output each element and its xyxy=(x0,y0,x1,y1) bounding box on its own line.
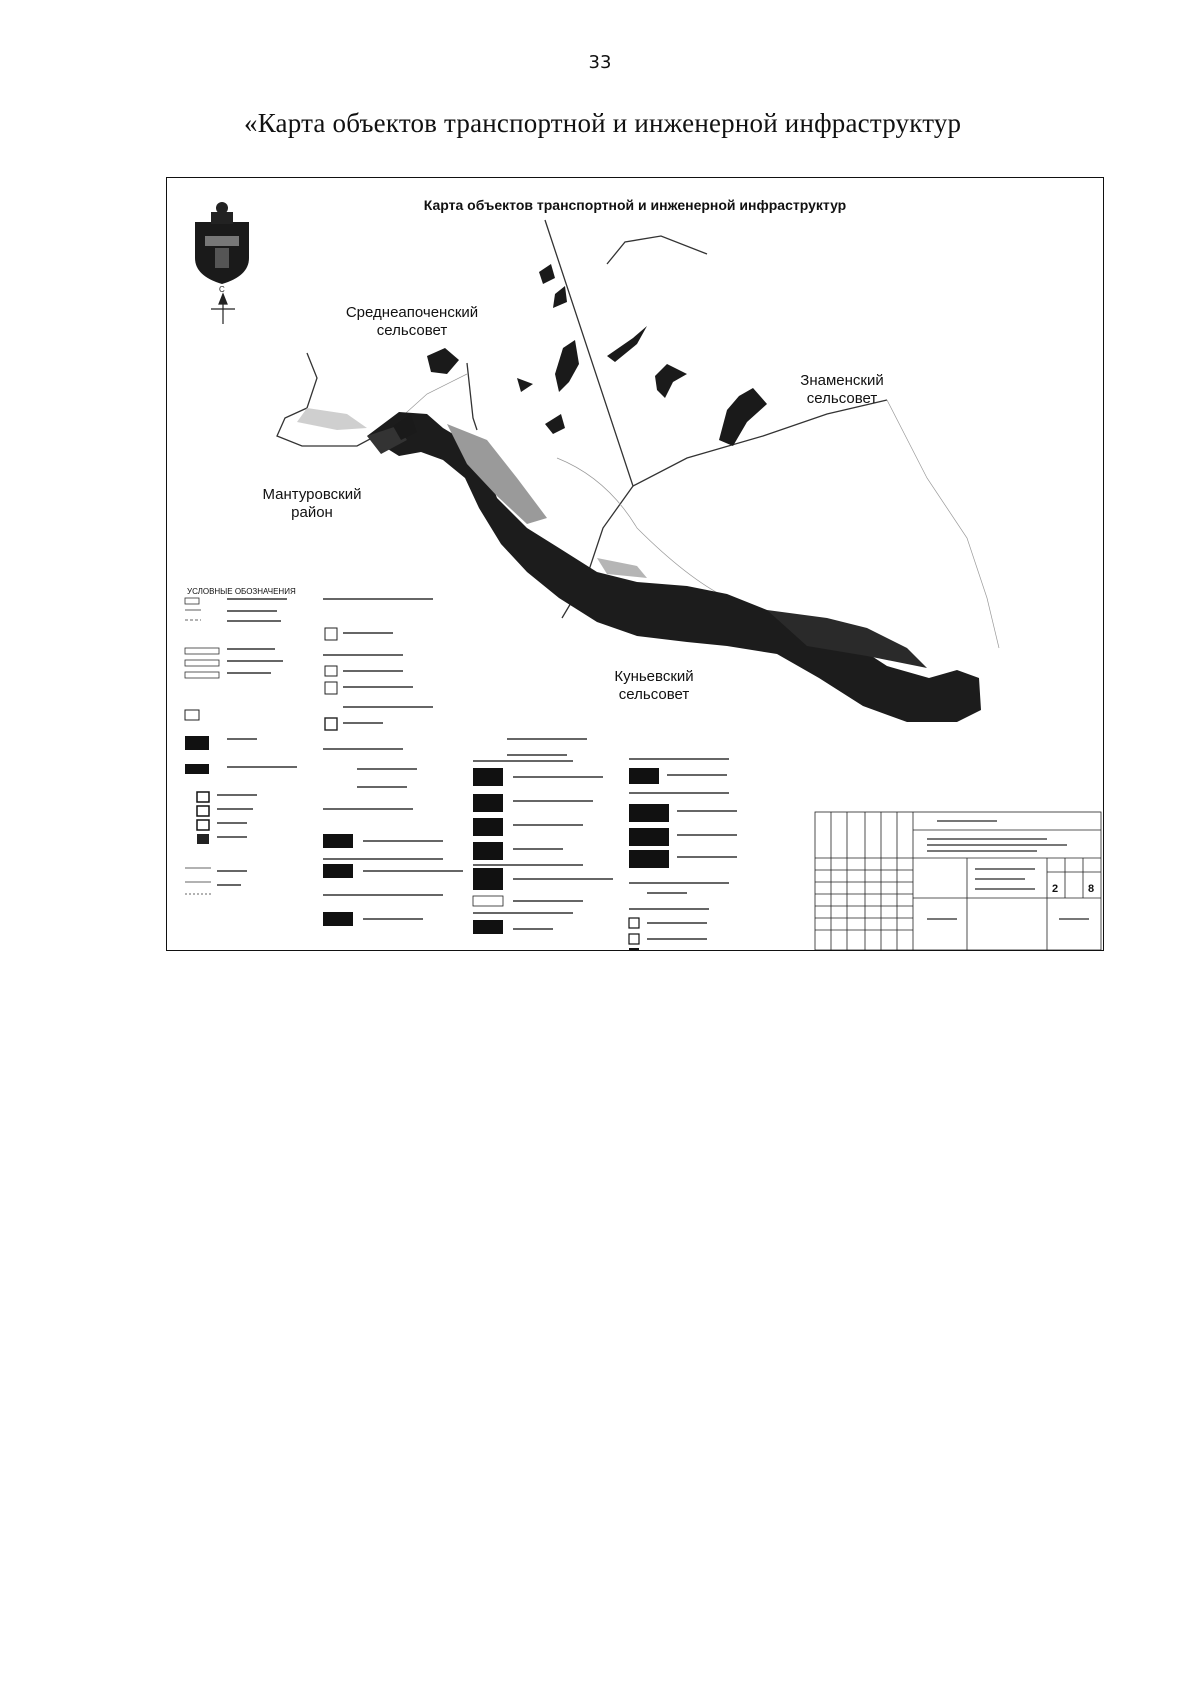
page-number: 33 xyxy=(588,52,612,73)
coat-of-arms-icon xyxy=(195,202,249,284)
svg-text:С: С xyxy=(219,285,225,294)
compass-rose-icon xyxy=(211,285,235,324)
document-heading: «Карта объектов транспортной и инженерной инфраструктур xyxy=(244,108,962,138)
map-figure xyxy=(166,177,1104,951)
label-kunyevsky: Куньевский сельсовет xyxy=(614,668,694,703)
label-sredneapochensky: Среднеапоченский сельсовет xyxy=(345,304,479,339)
stamp-sheet-count: 8 xyxy=(1087,883,1095,895)
label-znamensky: Знаменский сельсовет xyxy=(800,372,884,407)
stamp-sheet-number: 2 xyxy=(1051,883,1059,895)
map-title: Карта объектов транспортной и инженерной инфраструктур xyxy=(423,197,847,213)
legend-title: УСЛОВНЫЕ ОБОЗНАЧЕНИЯ xyxy=(187,587,296,596)
drawing-stamp xyxy=(815,812,1101,950)
label-manturovo: Мантуровский район xyxy=(262,486,362,521)
map-graphic xyxy=(167,178,1104,951)
map-legend xyxy=(185,598,737,950)
